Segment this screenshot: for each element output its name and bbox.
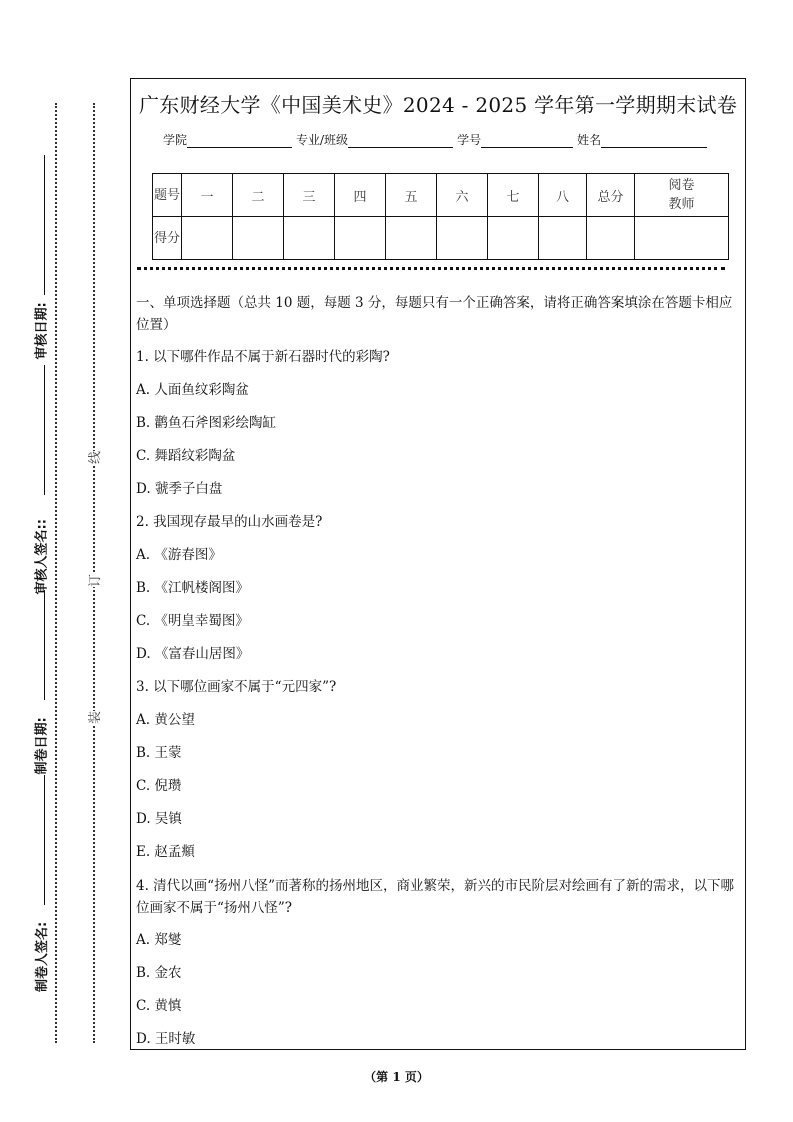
option: A. 黄公望 (136, 712, 195, 728)
maker-signature-label: 制卷人签名: (35, 921, 50, 992)
option: B. 鹳鱼石斧图彩绘陶缸 (136, 415, 277, 431)
score-cell (437, 217, 488, 260)
score-table (152, 173, 729, 260)
col-header: 三 (284, 174, 335, 217)
col-header: 五 (386, 174, 437, 217)
reviewer-signature-label: 审核人签名:: (34, 519, 50, 595)
score-cell (635, 217, 729, 260)
option: A. 人面鱼纹彩陶盆 (136, 382, 249, 398)
college-label: 学院 (163, 133, 188, 147)
row-header: 题号 (153, 174, 182, 217)
binding-dotted-line-outer (55, 103, 57, 1043)
dotted-separator (137, 267, 725, 270)
option: A. 《游春图》 (136, 547, 222, 563)
option: E. 赵孟頫 (136, 844, 195, 860)
col-header: 六 (437, 174, 488, 217)
option: C. 《明皇幸蜀图》 (136, 613, 249, 629)
signature-line (44, 590, 45, 700)
option: B. 王蒙 (136, 745, 182, 761)
name-field[interactable] (601, 133, 707, 148)
binding-char-xian: 线 (84, 451, 103, 464)
college-field[interactable] (187, 133, 292, 148)
option: B. 金农 (136, 965, 182, 981)
option: A. 郑燮 (136, 932, 182, 948)
col-header: 阅卷教师 (635, 174, 729, 217)
col-header: 一 (182, 174, 233, 217)
exam-title: 广东财经大学《中国美术史》2024 - 2025 学年第一学期期末试卷 (139, 93, 738, 117)
question-text: 3. 以下哪位画家不属于“元四家”? (136, 679, 337, 695)
question-text: 4. 清代以画“扬州八怪”而著称的扬州地区，商业繁荣，新兴的市民阶层对绘画有了新的需求，以下哪位画家不属于“扬州八怪”? (136, 878, 734, 916)
student-id-field[interactable] (481, 133, 573, 148)
col-header: 七 (488, 174, 539, 217)
name-label: 姓名 (577, 133, 602, 147)
score-cell (488, 217, 539, 260)
score-cell (587, 217, 635, 260)
score-cell (539, 217, 587, 260)
option: D. 虢季子白盘 (136, 481, 223, 497)
page-number: （第 1 页） (364, 1070, 429, 1084)
score-cell (284, 217, 335, 260)
binding-char-ding: 订 (84, 574, 103, 587)
review-date-label: 审核日期: (34, 302, 50, 360)
option: C. 舞蹈纹彩陶盆 (136, 448, 236, 464)
student-info (163, 131, 711, 148)
major-label: 专业/班级 (296, 133, 349, 147)
col-header: 二 (233, 174, 284, 217)
score-cell (386, 217, 437, 260)
score-cell (182, 217, 233, 260)
binding-char-zhuang: 装 (84, 711, 103, 724)
option: D. 王时敏 (136, 1031, 196, 1047)
col-header: 八 (539, 174, 587, 217)
question-text: 2. 我国现存最早的山水画卷是? (136, 514, 323, 530)
exam-frame (130, 78, 746, 1050)
section-heading: 一、单项选择题（总共 10 题，每题 3 分，每题只有一个正确答案，请将正确答案填涂在答题卡相应位置） (136, 295, 733, 333)
option: B. 《江帆楼阁图》 (136, 580, 250, 596)
student-id-label: 学号 (457, 133, 482, 147)
questions (136, 292, 741, 1062)
score-cell (233, 217, 284, 260)
option: C. 倪瓒 (136, 778, 182, 794)
score-cell (335, 217, 386, 260)
signature-line (44, 155, 45, 295)
make-date-label: 制卷日期: (34, 717, 50, 775)
signature-line (44, 775, 45, 905)
option: D. 《富春山居图》 (136, 646, 250, 662)
col-header: 总分 (587, 174, 635, 217)
col-header: 四 (335, 174, 386, 217)
row-header: 得分 (153, 217, 182, 260)
option: D. 吴镇 (136, 811, 182, 827)
major-field[interactable] (348, 133, 453, 148)
signature-line (44, 365, 45, 495)
question-text: 1. 以下哪件作品不属于新石器时代的彩陶? (136, 349, 390, 365)
option: C. 黄慎 (136, 998, 182, 1014)
